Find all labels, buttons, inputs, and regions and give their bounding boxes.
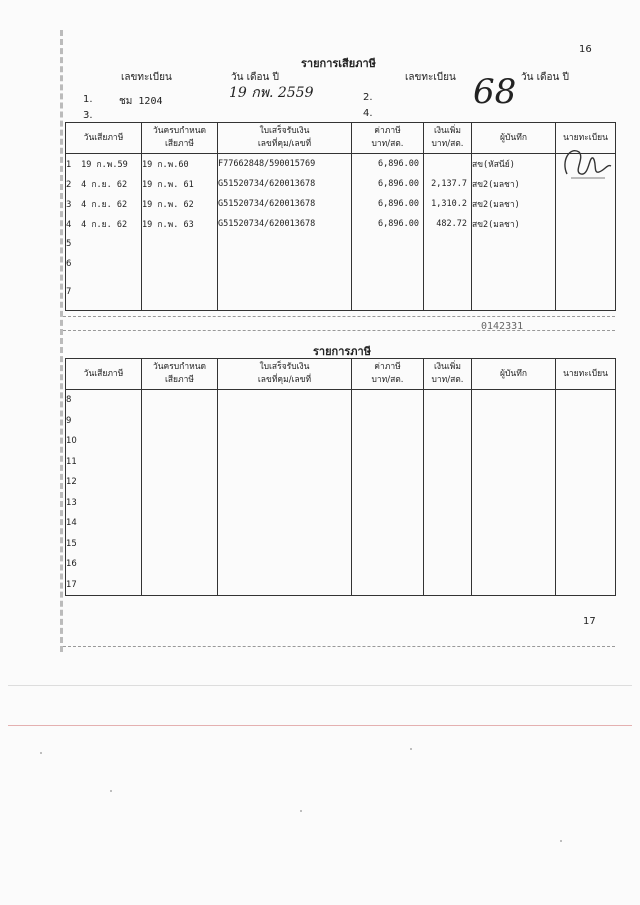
receipt-cell: G51520734/620013678	[218, 174, 352, 194]
paid-date-cell	[66, 472, 142, 493]
recorder-cell	[472, 274, 556, 311]
paid-date-cell	[66, 575, 142, 596]
empty-cell	[352, 411, 424, 432]
date-label-right: วัน เดือน ปี	[521, 72, 569, 83]
table-row	[66, 154, 616, 175]
empty-cell	[424, 452, 472, 473]
empty-cell	[142, 411, 218, 432]
row-number: 13	[66, 497, 77, 508]
row-number: 8	[66, 395, 72, 406]
scan-line-red	[8, 725, 632, 726]
receipt-cell	[218, 254, 352, 274]
surcharge-cell: 2,137.7	[424, 174, 472, 194]
row-number: 3	[66, 200, 72, 210]
empty-cell	[142, 575, 218, 596]
line1-number: 1.	[83, 94, 93, 105]
scan-speck	[300, 810, 302, 812]
scan-line	[8, 685, 632, 686]
top-header-1: วันครบกำหนด เสียภาษี	[142, 123, 218, 154]
surcharge-cell	[424, 254, 472, 274]
due-date-cell: 19 ก.พ. 62	[142, 194, 218, 214]
empty-cell	[142, 554, 218, 575]
empty-cell	[424, 513, 472, 534]
paid-date-cell	[66, 452, 142, 473]
empty-cell	[472, 575, 556, 596]
row-number: 14	[66, 518, 77, 529]
line1-plate: ชม 1204	[119, 96, 163, 107]
recorder-cell: สข2(มลชา)	[472, 194, 556, 214]
table-row	[66, 390, 616, 411]
recorder-cell: สข2(มลชา)	[472, 174, 556, 194]
line2-number: 2.	[363, 92, 373, 103]
empty-cell	[142, 513, 218, 534]
table-row	[66, 554, 616, 575]
surcharge-cell	[424, 274, 472, 311]
row-number: 5	[66, 239, 72, 249]
registrar-signature	[559, 144, 615, 184]
surcharge-cell: 482.72	[424, 214, 472, 234]
tear-line-2	[63, 330, 615, 331]
page-number-bottom: 17	[583, 616, 596, 627]
line1-date-handwritten: 19 กพ. 2559	[229, 85, 314, 101]
registrar-cell	[556, 194, 616, 214]
due-date-cell	[142, 254, 218, 274]
empty-cell	[556, 534, 616, 555]
tax-amount-cell: 6,896.00	[352, 194, 424, 214]
tax-amount-cell: 6,896.00	[352, 174, 424, 194]
due-date-cell	[142, 274, 218, 311]
empty-cell	[142, 534, 218, 555]
due-date-cell: 19 ก.พ.60	[142, 154, 218, 175]
empty-cell	[142, 472, 218, 493]
page-number-top: 16	[579, 44, 592, 55]
table-row	[66, 274, 616, 311]
recorder-cell	[472, 254, 556, 274]
surcharge-cell: 1,310.2	[424, 194, 472, 214]
line4-number: 4.	[363, 108, 373, 119]
empty-cell	[218, 472, 352, 493]
surcharge-cell	[424, 234, 472, 254]
table-row	[66, 472, 616, 493]
paid-date-cell: 4 4 ก.ย. 62	[66, 214, 142, 234]
empty-cell	[218, 554, 352, 575]
table-row	[66, 575, 616, 596]
registration-sheet	[60, 30, 615, 652]
empty-cell	[142, 431, 218, 452]
empty-cell	[352, 534, 424, 555]
tax-amount-cell	[352, 254, 424, 274]
recorder-cell: สข2(มลชา)	[472, 214, 556, 234]
date-label-left: วัน เดือน ปี	[231, 72, 279, 83]
row-number: 16	[66, 559, 77, 570]
top-tax-table	[65, 122, 616, 311]
bottom-header-2: ใบเสร็จรับเงิน เลขที่คุม/เลขที่	[218, 359, 352, 390]
tax-amount-cell	[352, 274, 424, 311]
handwritten-number: 68	[473, 72, 517, 112]
empty-cell	[556, 493, 616, 514]
stamp-number: 0142331	[481, 321, 524, 332]
receipt-cell	[218, 274, 352, 311]
paid-date-cell	[66, 554, 142, 575]
empty-cell	[218, 411, 352, 432]
bottom-header-1: วันครบกำหนด เสียภาษี	[142, 359, 218, 390]
row-number: 9	[66, 415, 72, 426]
empty-cell	[556, 554, 616, 575]
reg-label-left: เลขทะเบียน	[121, 72, 172, 83]
scan-speck	[410, 748, 412, 750]
empty-cell	[424, 554, 472, 575]
paid-date-cell	[66, 431, 142, 452]
paid-date-cell	[66, 390, 142, 411]
table-row	[66, 254, 616, 274]
due-date-cell: 19 ก.พ. 63	[142, 214, 218, 234]
empty-cell	[424, 390, 472, 411]
registrar-cell	[556, 274, 616, 311]
empty-cell	[218, 493, 352, 514]
bottom-tax-table	[65, 358, 616, 596]
empty-cell	[472, 411, 556, 432]
table-row	[66, 513, 616, 534]
empty-cell	[142, 493, 218, 514]
empty-cell	[352, 575, 424, 596]
row-number: 7	[66, 287, 72, 297]
table-row	[66, 214, 616, 234]
empty-cell	[556, 452, 616, 473]
paid-date-cell	[66, 513, 142, 534]
paid-date-cell	[66, 234, 142, 254]
top-header-3: ค่าภาษี บาท/สต.	[352, 123, 424, 154]
receipt-cell: G51520734/620013678	[218, 194, 352, 214]
empty-cell	[218, 452, 352, 473]
top-title: รายการเสียภาษี	[301, 57, 376, 70]
empty-cell	[556, 472, 616, 493]
top-header-2: ใบเสร็จรับเงิน เลขที่คุม/เลขที่	[218, 123, 352, 154]
row-number: 12	[66, 477, 77, 488]
receipt-cell: G51520734/620013678	[218, 214, 352, 234]
scan-speck	[560, 840, 562, 842]
row-number: 6	[66, 259, 72, 269]
bottom-header-0: วันเสียภาษี	[66, 359, 142, 390]
empty-cell	[142, 452, 218, 473]
empty-cell	[352, 472, 424, 493]
table-row	[66, 411, 616, 432]
row-number: 1	[66, 160, 72, 170]
bottom-title: รายการภาษี	[313, 345, 371, 358]
paid-date-cell: 3 4 ก.ย. 62	[66, 194, 142, 214]
row-number: 17	[66, 579, 77, 590]
scan-speck	[40, 752, 42, 754]
empty-cell	[424, 534, 472, 555]
empty-cell	[352, 431, 424, 452]
table-row	[66, 534, 616, 555]
reg-label-right: เลขทะเบียน	[405, 72, 456, 83]
empty-cell	[472, 554, 556, 575]
row-number: 11	[66, 456, 77, 467]
empty-cell	[352, 554, 424, 575]
empty-cell	[472, 452, 556, 473]
bottom-header-6: นายทะเบียน	[556, 359, 616, 390]
top-header-5: ผู้บันทึก	[472, 123, 556, 154]
empty-cell	[218, 575, 352, 596]
empty-cell	[218, 513, 352, 534]
scan-speck	[110, 790, 112, 792]
empty-cell	[556, 390, 616, 411]
registrar-cell	[556, 254, 616, 274]
empty-cell	[352, 390, 424, 411]
empty-cell	[424, 431, 472, 452]
top-header-0: วันเสียภาษี	[66, 123, 142, 154]
paid-date-cell	[66, 411, 142, 432]
empty-cell	[424, 472, 472, 493]
row-number: 4	[66, 220, 72, 230]
bottom-edge-line	[63, 646, 615, 647]
empty-cell	[218, 390, 352, 411]
paid-date-cell	[66, 274, 142, 311]
line3-number: 3.	[83, 110, 93, 121]
table-row	[66, 234, 616, 254]
top-header-4: เงินเพิ่ม บาท/สต.	[424, 123, 472, 154]
recorder-cell: สข(หัสนีย์)	[472, 154, 556, 175]
empty-cell	[218, 534, 352, 555]
row-number: 15	[66, 538, 77, 549]
empty-cell	[472, 431, 556, 452]
bottom-header-3: ค่าภาษี บาท/สต.	[352, 359, 424, 390]
empty-cell	[556, 431, 616, 452]
paid-date-cell	[66, 534, 142, 555]
empty-cell	[424, 411, 472, 432]
empty-cell	[472, 513, 556, 534]
row-number: 10	[66, 436, 77, 447]
due-date-cell	[142, 234, 218, 254]
paid-date-cell: 2 4 ก.ย. 62	[66, 174, 142, 194]
table-row	[66, 194, 616, 214]
tax-amount-cell: 6,896.00	[352, 214, 424, 234]
registrar-cell	[556, 214, 616, 234]
recorder-cell	[472, 234, 556, 254]
empty-cell	[424, 575, 472, 596]
empty-cell	[472, 534, 556, 555]
bottom-header-5: ผู้บันทึก	[472, 359, 556, 390]
empty-cell	[352, 493, 424, 514]
bottom-header-4: เงินเพิ่ม บาท/สต.	[424, 359, 472, 390]
table-row	[66, 452, 616, 473]
paid-date-cell	[66, 254, 142, 274]
row-number: 2	[66, 180, 72, 190]
empty-cell	[556, 513, 616, 534]
empty-cell	[142, 390, 218, 411]
receipt-cell	[218, 234, 352, 254]
registrar-cell	[556, 234, 616, 254]
tear-line-1	[63, 316, 615, 317]
empty-cell	[352, 452, 424, 473]
empty-cell	[472, 390, 556, 411]
paid-date-cell: 1 19 ก.พ.59	[66, 154, 142, 175]
paid-date-cell	[66, 493, 142, 514]
tax-amount-cell: 6,896.00	[352, 154, 424, 175]
top-header-6: นายทะเบียน	[556, 123, 616, 154]
table-row	[66, 493, 616, 514]
empty-cell	[424, 493, 472, 514]
empty-cell	[556, 575, 616, 596]
table-row	[66, 174, 616, 194]
empty-cell	[472, 493, 556, 514]
empty-cell	[352, 513, 424, 534]
empty-cell	[218, 431, 352, 452]
table-row	[66, 431, 616, 452]
due-date-cell: 19 ก.พ. 61	[142, 174, 218, 194]
tax-amount-cell	[352, 234, 424, 254]
receipt-cell: F77662848/590015769	[218, 154, 352, 175]
empty-cell	[556, 411, 616, 432]
surcharge-cell	[424, 154, 472, 175]
empty-cell	[472, 472, 556, 493]
